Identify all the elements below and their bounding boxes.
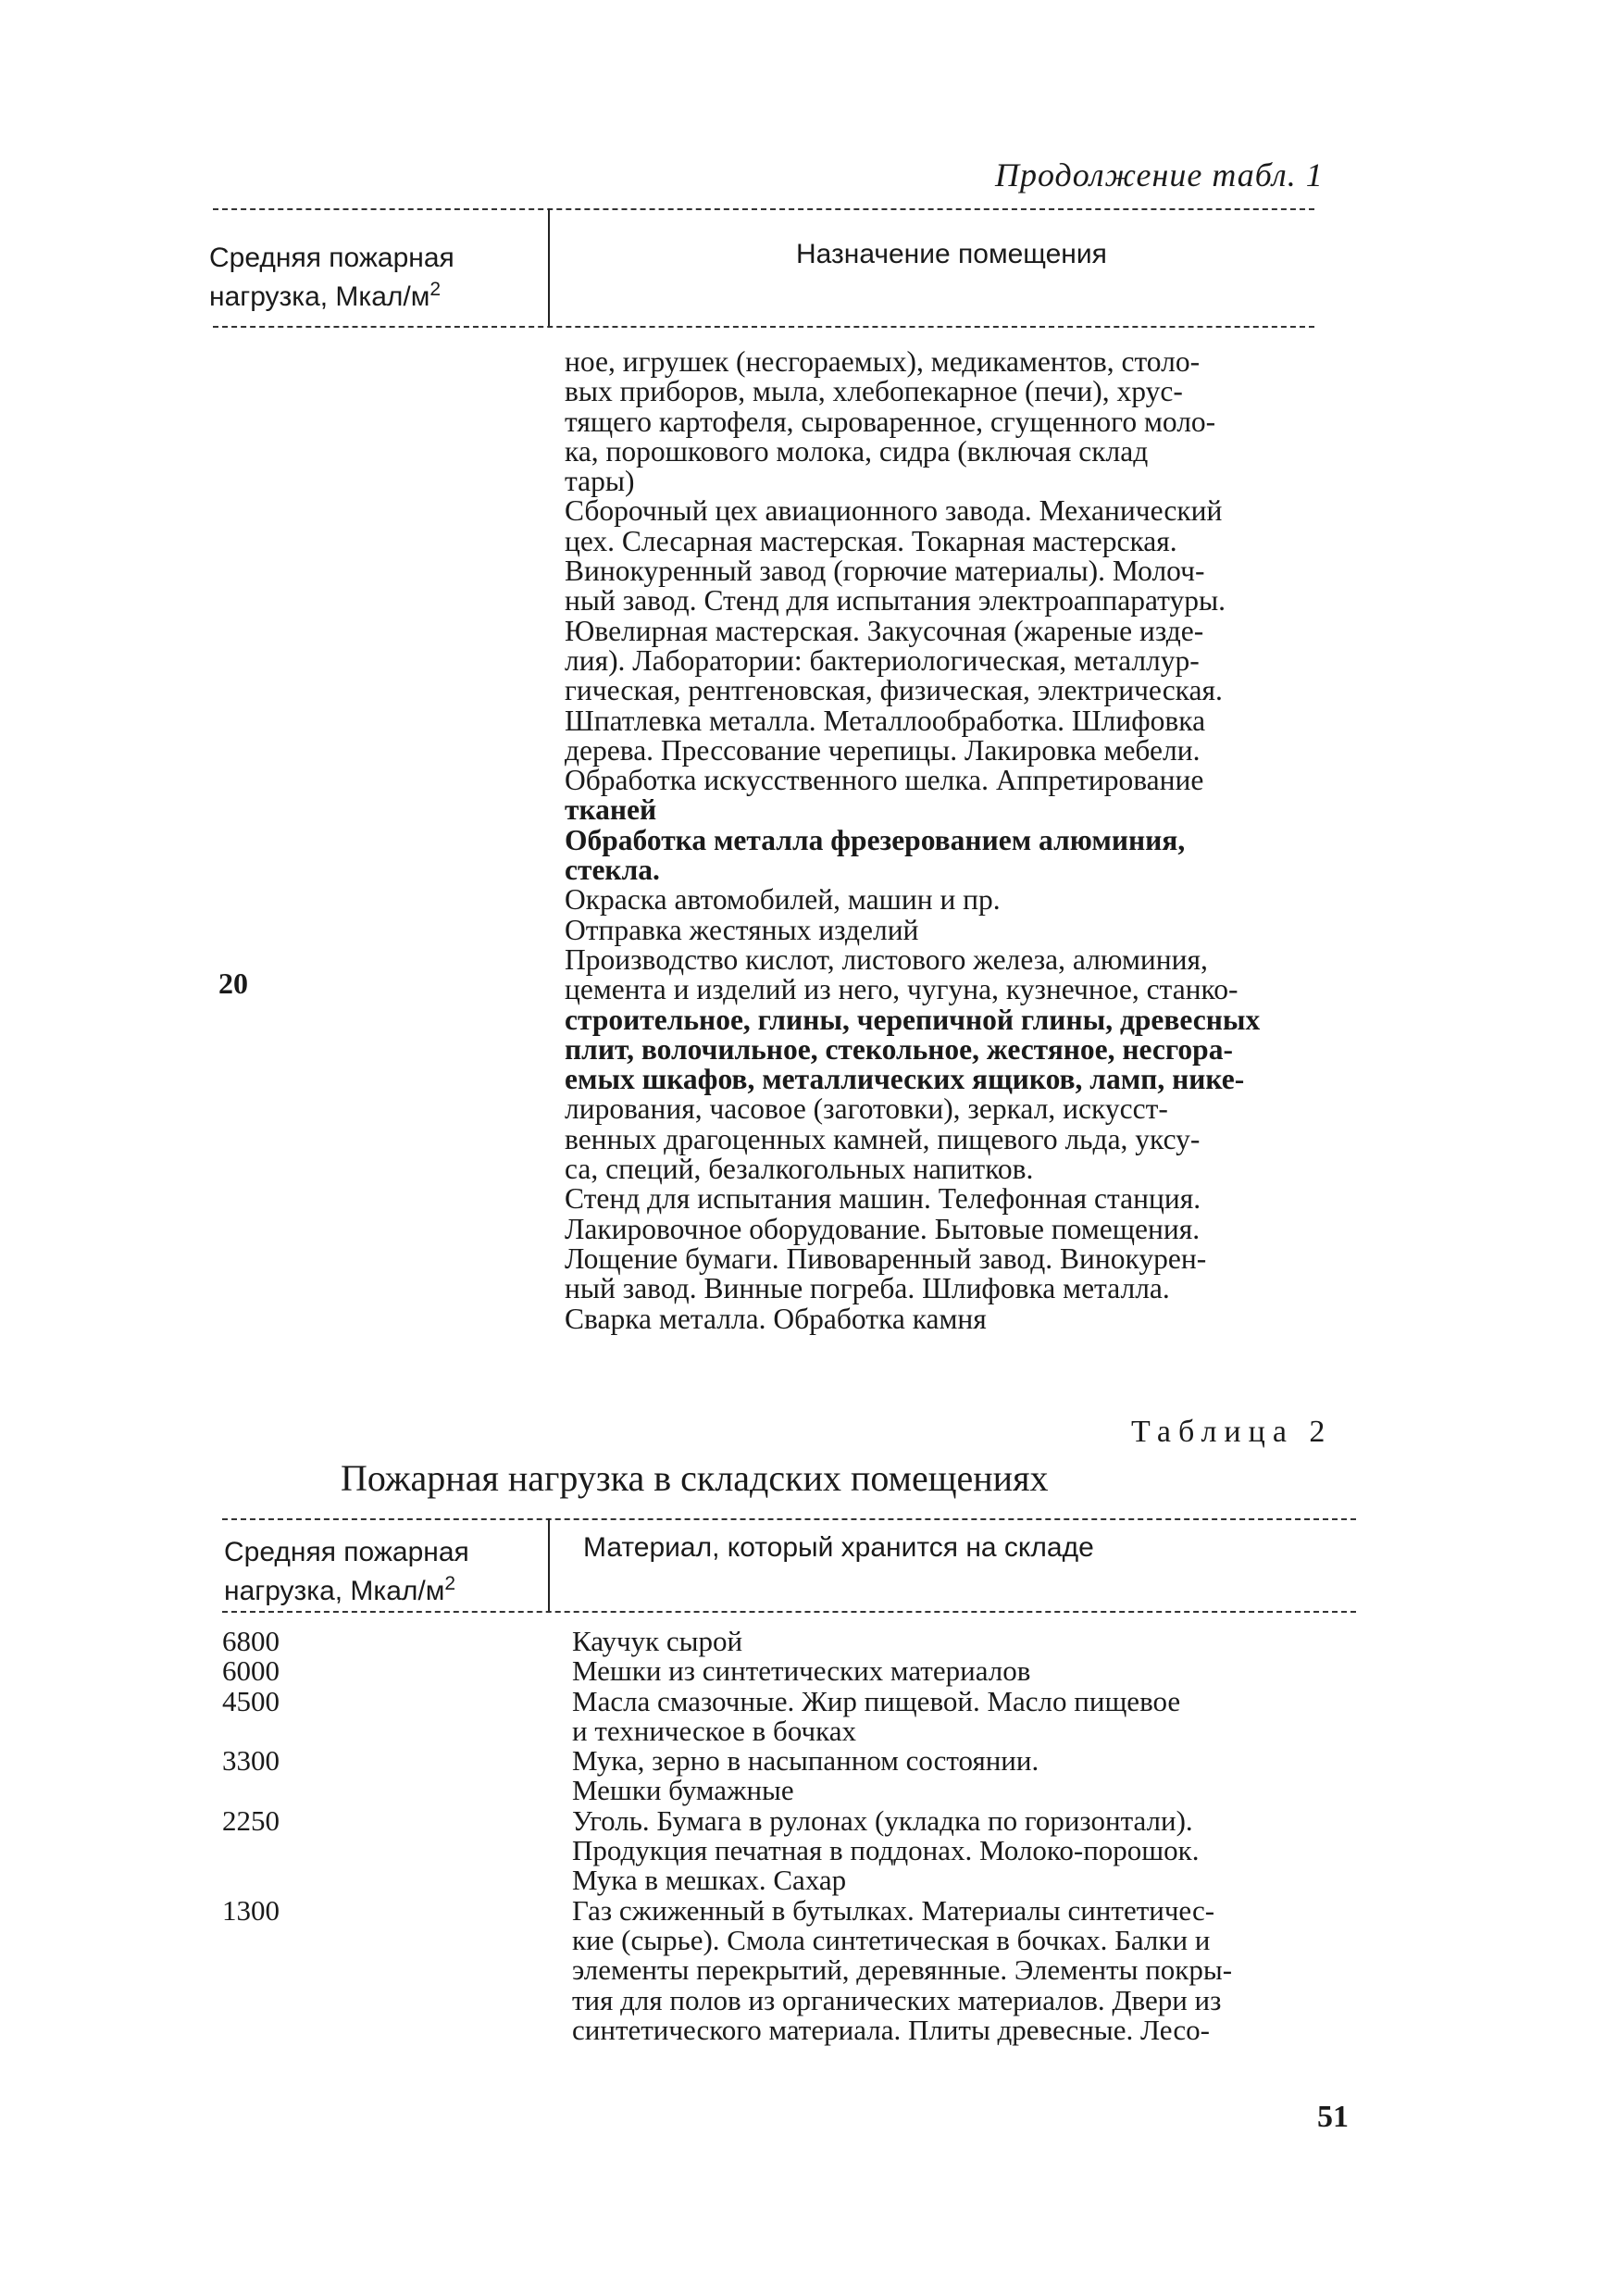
table1-purpose-list xyxy=(565,347,1379,1334)
table2-row-load-value: 4500 xyxy=(222,1684,280,1717)
table2-row-load-value: 3300 xyxy=(222,1744,280,1778)
table2-title: Пожарная нагрузка в складских помещениях xyxy=(341,1457,1049,1499)
table1-purpose-line: Шпатлевка металла. Металлообработка. Шлифовка xyxy=(565,704,1206,737)
table2-header-divider xyxy=(548,1518,550,1611)
table1-purpose-line: Стенд для испытания машин. Телефонная станция. xyxy=(565,1182,1201,1216)
table1-top-rule xyxy=(213,208,1314,210)
table2-row-material-line: Газ сжиженный в бутылках. Материалы синтетичес- xyxy=(572,1893,1215,1927)
table2-row-load-value: 2250 xyxy=(222,1803,280,1837)
table2-row-material-line: кие (сырье). Смола синтетическая в бочках. Балки и xyxy=(572,1923,1211,1956)
table2-row xyxy=(222,1746,1416,1806)
table2-row-load-value: 1300 xyxy=(222,1893,280,1927)
table2-row xyxy=(222,1803,1416,1897)
table1-purpose-line: Окраска автомобилей, машин и пр. xyxy=(565,883,1001,917)
table1-header-load-line2: нагрузка, Мкал/м xyxy=(209,281,430,312)
table2-row xyxy=(222,1656,1416,1686)
table2-header-material: Материал, который хранится на складе xyxy=(583,1532,1094,1563)
table2-top-rule xyxy=(222,1518,1356,1520)
table2-row xyxy=(222,1684,1416,1747)
table1-purpose-line: ный завод. Винные погреба. Шлифовка металла. xyxy=(565,1272,1170,1305)
table1-purpose-line: вых приборов, мыла, хлебопекарное (печи), хрус- xyxy=(565,375,1183,408)
table1-purpose-line: тары) xyxy=(565,465,635,498)
table1-purpose-line: гическая, рентгеновская, физическая, электрическая. xyxy=(565,674,1223,707)
table1-purpose-line: тящего картофеля, сыроваренное, сгущенного моло- xyxy=(565,405,1216,438)
table2-row-material xyxy=(572,1746,1405,1806)
table1-load-value: 20 xyxy=(218,967,248,1000)
table2-row-material-line: Мука, зерно в насыпанном состоянии. xyxy=(572,1744,1039,1778)
table1-purpose-line: емых шкафов, металлических ящиков, ламп, нике- xyxy=(565,1063,1245,1096)
table2-row-material-line: Масла смазочные. Жир пищевой. Масло пищевое xyxy=(572,1684,1181,1717)
table2-header-bottom-rule xyxy=(222,1611,1356,1613)
table1-header-load-line1: Средняя пожарная xyxy=(209,243,454,273)
table1-header-load xyxy=(209,243,454,313)
table1-purpose-line: Сварка металла. Обработка камня xyxy=(565,1302,987,1335)
table2-row-material-line: тия для полов из органических материалов. Двери из xyxy=(572,1983,1222,2016)
table2-row-material-line: Мешки из синтетических материалов xyxy=(572,1654,1031,1688)
table2-row-material xyxy=(572,1684,1405,1747)
table1-header-bottom-rule xyxy=(213,326,1314,328)
page-number: 51 xyxy=(1317,2100,1349,2134)
table1-purpose-line: Ювелирная мастерская. Закусочная (жареные изде- xyxy=(565,614,1204,647)
table2-row-material xyxy=(572,1893,1405,2046)
table2-header-load-line2: нагрузка, Мкал/м xyxy=(224,1576,445,1606)
table1-purpose-line: Обработка металла фрезерованием алюминия, xyxy=(565,823,1186,856)
table2-row-material xyxy=(572,1656,1405,1686)
table1-purpose-line: тканей xyxy=(565,793,657,827)
table1-header-divider xyxy=(548,208,550,327)
table1-purpose-line: Производство кислот, листового железа, алюминия, xyxy=(565,942,1208,976)
table1-purpose-line: венных драгоценных камней, пищевого льда, уксу- xyxy=(565,1122,1201,1155)
table2-row-material xyxy=(572,1803,1405,1897)
table2-row-load-value: 6800 xyxy=(222,1625,280,1657)
table1-purpose-line: стекла. xyxy=(565,854,660,887)
table1-purpose-line: строительное, глины, черепичной глины, древесных xyxy=(565,1003,1261,1036)
table1-purpose-line: Лакировочное оборудование. Бытовые помещения. xyxy=(565,1212,1201,1245)
continuation-caption: Продолжение табл. 1 xyxy=(995,156,1324,193)
table1-purpose-line: Отправка жестяных изделий xyxy=(565,913,919,946)
table2-header-load-sup: 2 xyxy=(444,1573,456,1594)
table2-row-material-line: и техническое в бочках xyxy=(572,1714,856,1747)
table2-row-material-line: Продукция печатная в поддонах. Молоко-порошок. xyxy=(572,1834,1200,1867)
table1-purpose-line: лирования, часовое (заготовки), зеркал, искусст- xyxy=(565,1092,1168,1126)
table1-purpose-line: са, специй, безалкогольных напитков. xyxy=(565,1153,1034,1186)
table2-rows xyxy=(222,1627,1416,2045)
table2-row xyxy=(222,1627,1416,1656)
table1-header-load-sup: 2 xyxy=(429,279,442,300)
table1-header-purpose: Назначение помещения xyxy=(796,239,1107,269)
table1-purpose-line: плит, волочильное, стекольное, жестяное, несгора- xyxy=(565,1032,1233,1066)
table1-purpose-line: лия). Лаборатории: бактериологическая, металлур- xyxy=(565,643,1200,677)
table2-row-load-value: 6000 xyxy=(222,1654,280,1688)
table1-purpose-line: цех. Слесарная мастерская. Токарная мастерская. xyxy=(565,524,1177,557)
table2-header-load-line1: Средняя пожарная xyxy=(224,1537,469,1567)
table2-row xyxy=(222,1893,1416,2046)
table1-purpose-line: Лощение бумаги. Пивоваренный завод. Винокурен- xyxy=(565,1242,1207,1275)
table2-row-material-line: элементы перекрытий, деревянные. Элементы покры- xyxy=(572,1953,1233,1987)
table2-label: Таблица 2 xyxy=(1131,1415,1333,1449)
table1-purpose-line: Сборочный цех авиационного завода. Механический xyxy=(565,494,1223,528)
table2-header-load xyxy=(224,1537,469,1607)
table1-purpose-line: ка, порошкового молока, сидра (включая склад xyxy=(565,434,1149,468)
table1-purpose-line: дерева. Прессование черепицы. Лакировка мебели. xyxy=(565,733,1201,767)
table2-row-material-line: Мешки бумажные xyxy=(572,1774,794,1807)
table1-purpose-line: Винокуренный завод (горючие материалы). Молоч- xyxy=(565,555,1205,588)
table2-row-material-line: синтетического материала. Плиты древесные. Лесо- xyxy=(572,2013,1210,2046)
table1-purpose-line: Обработка искусственного шелка. Аппретирование xyxy=(565,764,1204,797)
table1-purpose-line: ный завод. Стенд для испытания электроаппаратуры. xyxy=(565,584,1226,618)
table2-row-material-line: Каучук сырой xyxy=(572,1625,743,1657)
table2-row-material-line: Уголь. Бумага в рулонах (укладка по горизонтали). xyxy=(572,1803,1193,1837)
table1-purpose-line: ное, игрушек (несгораемых), медикаментов, столо- xyxy=(565,345,1201,378)
table2-row-material xyxy=(572,1627,1405,1656)
table2-row-material-line: Мука в мешках. Сахар xyxy=(572,1864,847,1897)
table1-purpose-line: цемента и изделий из него, чугуна, кузнечное, станко- xyxy=(565,973,1238,1006)
